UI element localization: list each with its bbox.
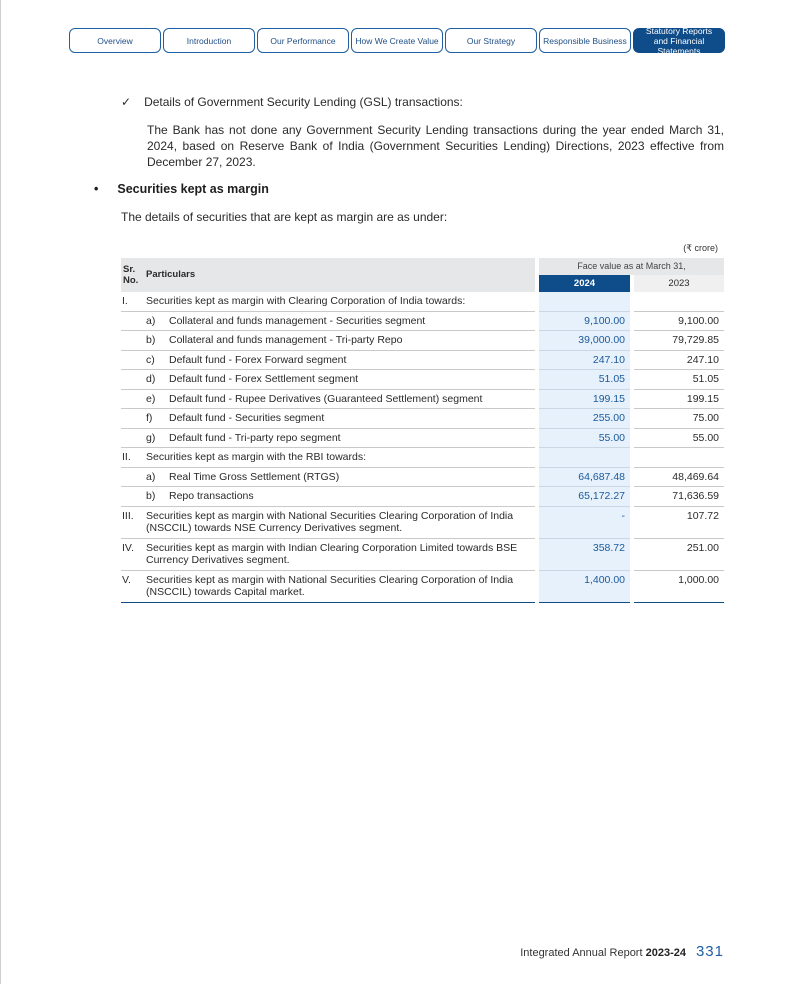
value-2024: 39,000.00 bbox=[539, 331, 630, 351]
nav-tab-statutory-reports[interactable]: Statutory Reports and Financial Statements bbox=[633, 28, 725, 53]
row-label: Default fund - Rupee Derivatives (Guaranteed Settlement) segment bbox=[169, 392, 483, 405]
particulars-cell bbox=[121, 409, 535, 429]
value-2023: 51.05 bbox=[634, 370, 724, 390]
table-row bbox=[121, 351, 724, 371]
table-body bbox=[121, 292, 724, 603]
table-row bbox=[121, 429, 724, 449]
particulars-cell bbox=[121, 539, 535, 571]
value-2023: 107.72 bbox=[634, 507, 724, 539]
value-2023: 199.15 bbox=[634, 390, 724, 410]
value-2024: 1,400.00 bbox=[539, 571, 630, 603]
table-row bbox=[121, 409, 724, 429]
particulars-cell bbox=[121, 292, 535, 312]
row-sr-no bbox=[121, 432, 146, 445]
row-sr-no bbox=[121, 315, 146, 328]
table-row bbox=[121, 370, 724, 390]
value-2024: - bbox=[539, 507, 630, 539]
footer-report-year: 2023-24 bbox=[645, 947, 686, 959]
table-row bbox=[121, 539, 724, 571]
value-2024: 51.05 bbox=[539, 370, 630, 390]
section-heading-row bbox=[94, 182, 269, 196]
row-sr-no: I. bbox=[122, 295, 128, 307]
table-row bbox=[121, 331, 724, 351]
table-row bbox=[121, 448, 724, 468]
table-row bbox=[121, 507, 724, 539]
row-label: Securities kept as margin with Clearing Corporation of India towards: bbox=[146, 295, 466, 307]
checkmark-icon: ✓ bbox=[121, 95, 132, 109]
particulars-cell bbox=[121, 351, 535, 371]
value-2023 bbox=[634, 448, 724, 468]
value-2024: 64,687.48 bbox=[539, 468, 630, 488]
row-sr-no: III. bbox=[122, 509, 134, 522]
header-face-value: Face value as at March 31, bbox=[539, 258, 724, 275]
value-2024: 65,172.27 bbox=[539, 487, 630, 507]
value-2023: 79,729.85 bbox=[634, 331, 724, 351]
particulars-cell bbox=[121, 487, 535, 507]
gsl-heading: Details of Government Security Lending (GSL) transactions: bbox=[144, 95, 463, 109]
gsl-paragraph: The Bank has not done any Government Security Lending transactions during the year ended March 31, 2024, based on Reserve Bank of India (Government Securities Lending) Directions, 2023 effective from December 27, 2023. bbox=[147, 123, 724, 169]
unit-label: (₹ crore) bbox=[683, 243, 718, 253]
row-sr-no bbox=[121, 334, 146, 347]
header-year-2023: 2023 bbox=[634, 275, 724, 292]
table-row bbox=[121, 390, 724, 410]
row-sub-index: b) bbox=[146, 490, 156, 502]
row-label: Default fund - Securities segment bbox=[169, 412, 325, 424]
value-2023 bbox=[634, 292, 724, 312]
row-sub-index: a) bbox=[146, 314, 156, 327]
value-2023: 1,000.00 bbox=[634, 571, 724, 603]
row-label: Securities kept as margin with National Securities Clearing Corporation of India (NSCCIL) towards Capital market. bbox=[146, 573, 514, 598]
nav-tab-our-performance[interactable]: Our Performance bbox=[257, 28, 349, 53]
row-sub-index: f) bbox=[146, 412, 153, 424]
row-sr-no bbox=[121, 471, 146, 484]
section-heading: Securities kept as margin bbox=[117, 182, 269, 196]
row-sub-index: a) bbox=[146, 470, 156, 483]
row-sub-index: d) bbox=[146, 373, 156, 385]
nav-tab-our-strategy[interactable]: Our Strategy bbox=[445, 28, 537, 53]
nav-tab-overview[interactable]: Overview bbox=[69, 28, 161, 53]
footer-report-title bbox=[520, 947, 686, 959]
margin-table bbox=[121, 258, 724, 603]
row-sr-no bbox=[121, 354, 146, 367]
value-2023: 48,469.64 bbox=[634, 468, 724, 488]
header-values bbox=[539, 258, 724, 292]
particulars-cell bbox=[121, 312, 535, 332]
nav-tab-introduction[interactable]: Introduction bbox=[163, 28, 255, 53]
row-label: Securities kept as margin with the RBI towards: bbox=[146, 451, 367, 463]
value-2024: 199.15 bbox=[539, 390, 630, 410]
value-2024 bbox=[539, 292, 630, 312]
row-label: Default fund - Tri-party repo segment bbox=[169, 431, 341, 444]
value-2024 bbox=[539, 448, 630, 468]
value-2023: 247.10 bbox=[634, 351, 724, 371]
row-sr-no: II. bbox=[122, 451, 131, 463]
value-2024: 358.72 bbox=[539, 539, 630, 571]
row-sub-index: c) bbox=[146, 353, 155, 366]
row-sr-no: V. bbox=[122, 573, 131, 586]
nav-tab-how-we-create-value[interactable]: How We Create Value bbox=[351, 28, 443, 53]
gsl-heading-row bbox=[121, 95, 463, 109]
header-sr-no: Sr. No. bbox=[123, 264, 139, 286]
particulars-cell bbox=[121, 448, 535, 468]
particulars-cell bbox=[121, 370, 535, 390]
value-2024: 9,100.00 bbox=[539, 312, 630, 332]
row-sr-no: IV. bbox=[122, 541, 134, 554]
row-sr-no bbox=[121, 412, 146, 425]
table-row bbox=[121, 571, 724, 603]
value-2023: 75.00 bbox=[634, 409, 724, 429]
particulars-cell bbox=[121, 468, 535, 488]
particulars-cell bbox=[121, 571, 535, 603]
nav-tab-responsible-business[interactable]: Responsible Business bbox=[539, 28, 631, 53]
table-row bbox=[121, 468, 724, 488]
table-row bbox=[121, 487, 724, 507]
value-2023: 71,636.59 bbox=[634, 487, 724, 507]
footer-report-name: Integrated Annual Report bbox=[520, 947, 643, 959]
row-label: Default fund - Forex Forward segment bbox=[169, 353, 347, 366]
particulars-cell bbox=[121, 429, 535, 449]
top-nav bbox=[69, 25, 725, 56]
particulars-cell bbox=[121, 507, 535, 539]
value-2024: 255.00 bbox=[539, 409, 630, 429]
row-label: Real Time Gross Settlement (RTGS) bbox=[169, 470, 340, 483]
row-sr-no bbox=[121, 373, 146, 386]
header-year-2024: 2024 bbox=[539, 275, 630, 292]
row-label: Securities kept as margin with National Securities Clearing Corporation of India (NSCCIL) towards NSE Currency Derivatives segment. bbox=[146, 509, 514, 534]
row-label: Collateral and funds management - Securities segment bbox=[169, 314, 426, 327]
row-sub-index: e) bbox=[146, 392, 156, 405]
value-2024: 247.10 bbox=[539, 351, 630, 371]
row-sub-index: b) bbox=[146, 334, 156, 346]
row-label: Securities kept as margin with Indian Clearing Corporation Limited towards BSE Currency Derivatives segment. bbox=[146, 541, 518, 566]
row-sr-no bbox=[121, 490, 146, 503]
table-row bbox=[121, 312, 724, 332]
page-footer bbox=[520, 943, 724, 960]
row-sr-no bbox=[121, 393, 146, 406]
value-2024: 55.00 bbox=[539, 429, 630, 449]
row-label: Default fund - Forex Settlement segment bbox=[169, 373, 359, 385]
particulars-cell bbox=[121, 331, 535, 351]
table-row bbox=[121, 292, 724, 312]
row-sub-index: g) bbox=[146, 431, 156, 444]
page-left-rule bbox=[0, 0, 1, 984]
section-intro: The details of securities that are kept as margin are as under: bbox=[121, 210, 448, 224]
header-particulars: Particulars bbox=[146, 269, 196, 280]
page-number: 331 bbox=[695, 943, 724, 960]
value-2023: 251.00 bbox=[634, 539, 724, 571]
row-label: Repo transactions bbox=[169, 490, 254, 502]
row-label: Collateral and funds management - Tri-party Repo bbox=[169, 334, 403, 346]
value-2023: 9,100.00 bbox=[634, 312, 724, 332]
particulars-cell bbox=[121, 390, 535, 410]
table-header bbox=[121, 258, 724, 292]
bullet-icon: • bbox=[94, 182, 99, 196]
value-2023: 55.00 bbox=[634, 429, 724, 449]
